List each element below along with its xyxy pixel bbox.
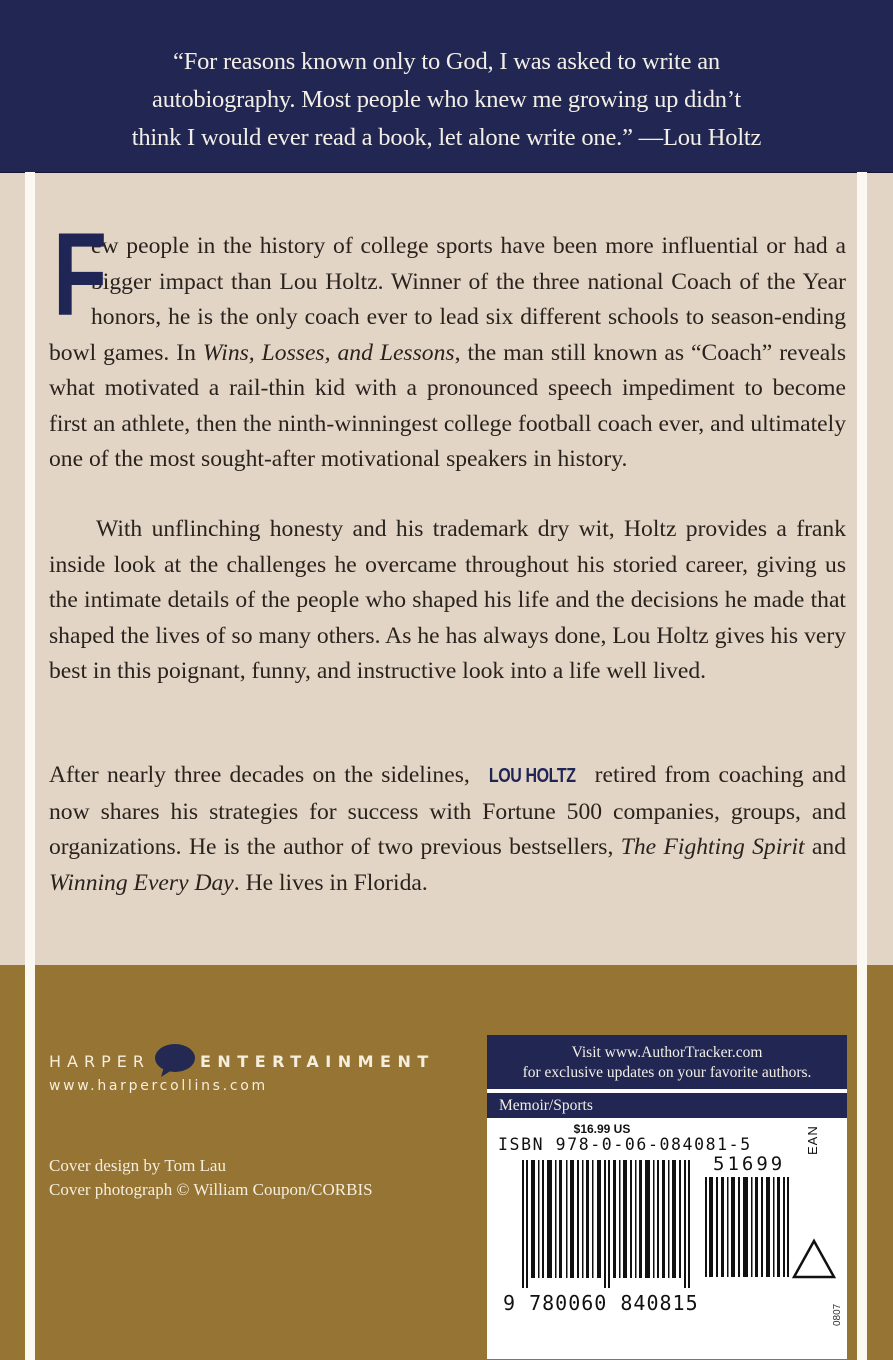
book-title: The Fighting Spirit	[620, 834, 805, 860]
author-quote	[0, 43, 893, 157]
supplement-barcode	[705, 1177, 789, 1277]
right-border-stripe-bottom	[857, 965, 867, 1360]
left-border-stripe-bottom	[25, 965, 35, 1360]
author-tracker-notice	[487, 1035, 847, 1089]
speech-bubble-icon	[152, 1043, 196, 1079]
quote-line: “For reasons known only to God, I was asked to write an	[173, 48, 720, 75]
quote-line: autobiography. Most people who knew me growing up didn’t	[152, 86, 741, 113]
isbn: ISBN 978-0-06-084081-5	[498, 1135, 752, 1154]
visit-line: for exclusive updates on your favorite authors.	[522, 1064, 812, 1081]
category: Memoir/Sports	[487, 1093, 847, 1118]
print-code: 0807	[832, 1303, 843, 1326]
publisher-name-right: ENTERTAINMENT	[199, 1051, 435, 1071]
publisher-logo	[49, 1043, 435, 1079]
text-run: After nearly three decades on the sidelines,	[49, 762, 478, 788]
ean-number: 9 780060 840815	[503, 1291, 699, 1315]
publisher-url[interactable]: www.harpercollins.com	[49, 1078, 268, 1094]
visit-line: Visit www.AuthorTracker.com	[571, 1044, 763, 1061]
description-paragraph-2: With unflinching honesty and his trademark dry wit, Holtz provides a frank inside look at the challenges he overcame throughout his storied career, giving us the intimate details of the people who shaped his life and the decisions he made that shaped the lives of so many others. As he has always done, Lou Holtz gives his very best in this poignant, funny, and instructive look into a life well lived.	[49, 516, 846, 684]
publisher-name-left: HARPER	[49, 1051, 150, 1071]
book-title: Winning Every Day	[49, 869, 234, 896]
text-run: , the man still known as “Coach” reveals what motivated a rail-thin kid with a pronounced speech impediment to become first an athlete, then the ninth-winningest college football coach ever, and ultimately one of the most sought-after motivational speakers in history.	[49, 339, 846, 472]
design-credit: Cover design by Tom Lau	[49, 1156, 226, 1175]
price-supplement-code: 51699	[713, 1153, 786, 1175]
quote-line: think I would ever read a book, let alone write one.” —Lou Holtz	[131, 124, 762, 151]
author-name: LOU HOLTZ	[488, 765, 576, 787]
quote-banner	[0, 0, 893, 173]
price: $16.99 US	[573, 1122, 631, 1136]
triangle-icon	[791, 1238, 837, 1280]
text-run: and	[804, 834, 846, 860]
barcode-label	[487, 1035, 847, 1359]
ean-label: EAN	[805, 1125, 820, 1155]
author-bio	[49, 758, 846, 901]
book-title: Wins, Losses, and Lessons	[202, 339, 455, 366]
cover-credits	[49, 1154, 373, 1202]
description-paragraph-1	[49, 209, 846, 478]
text-run: ew people in the history of college sports have been more influential or had a bigger impact than Lou Holtz. Winner of the three national Coach of the Year honors, he is the only coach ever to lead six different schools to season-ending bowl games. In	[49, 233, 846, 366]
text-run: . He lives in Florida.	[233, 869, 428, 896]
ean-barcode	[522, 1160, 690, 1288]
photo-credit: Cover photograph © William Coupon/CORBIS	[49, 1180, 373, 1199]
text-run: retired from coaching and now shares his strategies for success with Fortune 500 companies, groups, and organizations. He is the author of two previous bestsellers,	[49, 762, 847, 860]
drop-cap: F	[53, 209, 108, 341]
